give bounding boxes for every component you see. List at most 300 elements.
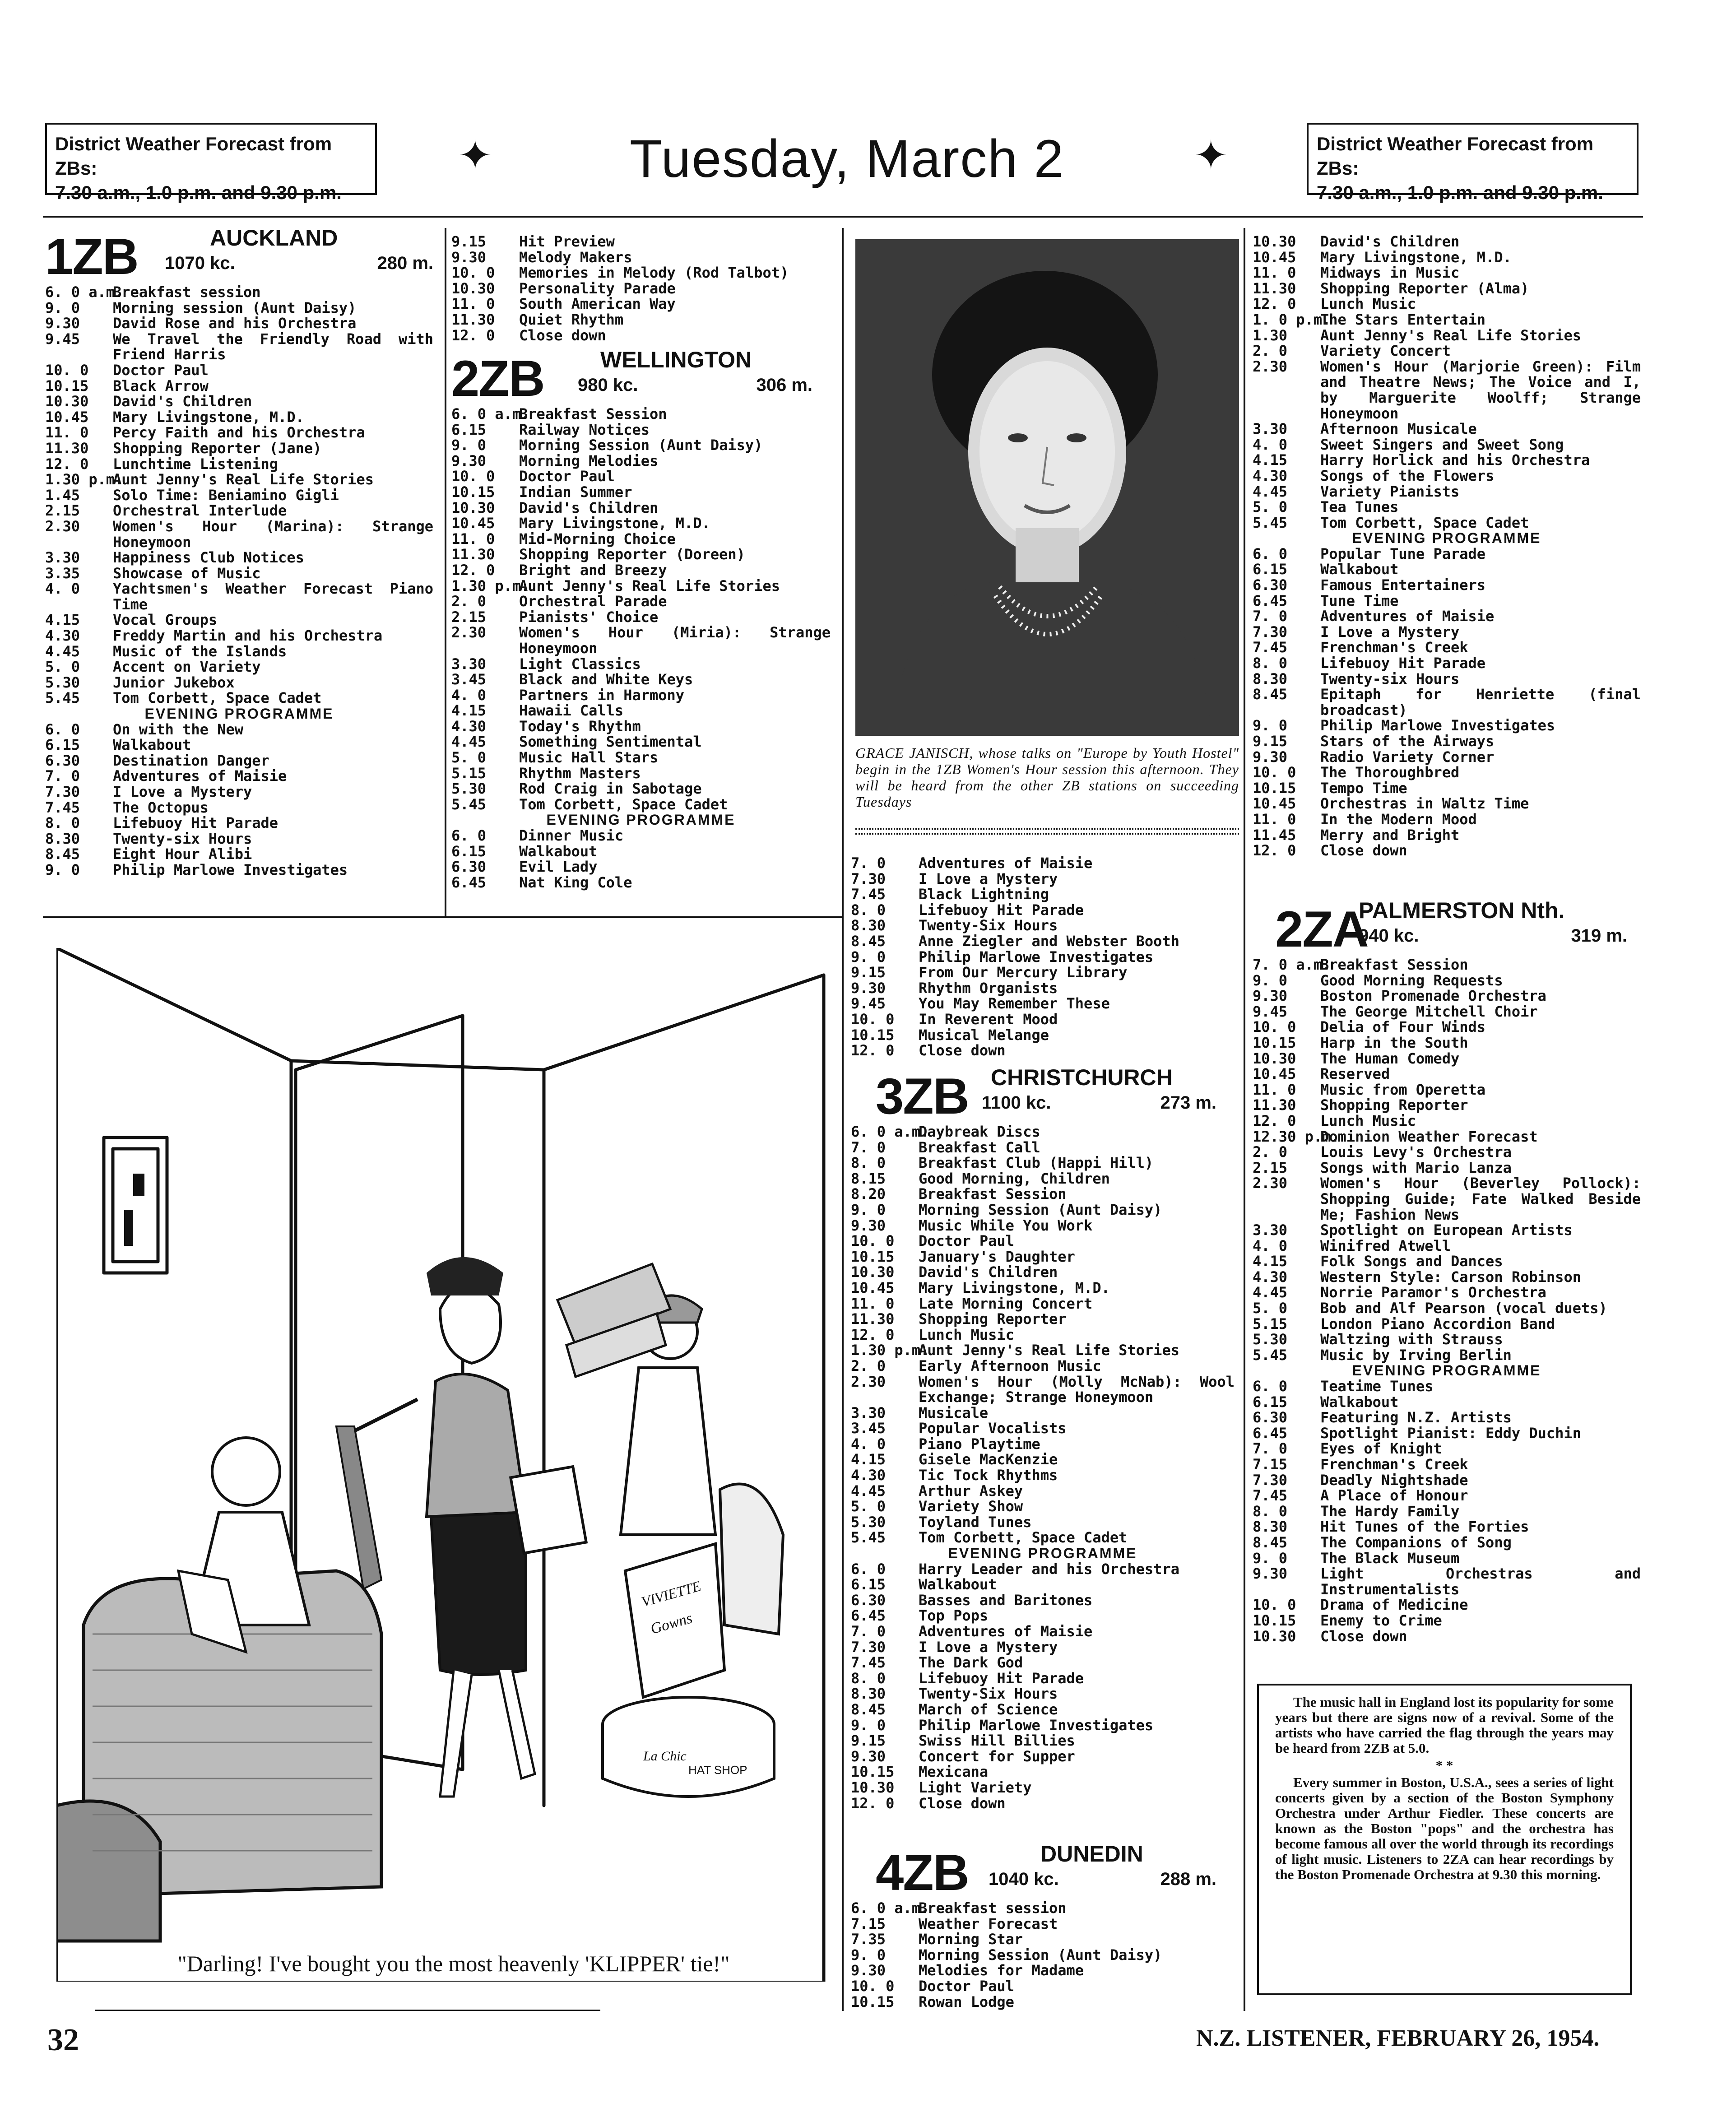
- program-title: Tom Corbett, Space Cadet: [919, 1529, 1128, 1546]
- program-entry: [851, 887, 1235, 902]
- program-time: 9.45: [1253, 1003, 1288, 1020]
- program-title: We Travel the Friendly Road with Friend Harris: [113, 330, 433, 363]
- program-title: Philip Marlowe Investigates: [919, 948, 1154, 966]
- program-entry: [1253, 265, 1641, 281]
- program-time: 10. 0: [851, 1010, 895, 1028]
- program-entry: [45, 846, 433, 862]
- program-entry: [451, 437, 831, 453]
- station-2zb: [451, 347, 831, 891]
- program-time: 5.15: [451, 764, 487, 782]
- program-entry: [1253, 1316, 1641, 1332]
- program-title: Toyland Tunes: [919, 1513, 1032, 1531]
- program-title: Lifebuoy Hit Parade: [919, 901, 1084, 919]
- program-title: Norrie Paramor's Orchestra: [1320, 1284, 1546, 1301]
- program-title: Merry and Bright: [1320, 826, 1460, 844]
- station-call-sign: 3ZB: [876, 1068, 969, 1124]
- program-entry: [451, 578, 831, 594]
- program-time: 11.30: [1253, 1096, 1296, 1114]
- program-entry: [1253, 796, 1641, 812]
- program-title: Midways in Music: [1320, 264, 1460, 282]
- program-title: I Love a Mystery: [919, 1638, 1058, 1656]
- program-time: 7.45: [1253, 1487, 1288, 1504]
- caption-rule: [855, 828, 1239, 835]
- weather-line-2: 7.30 a.m., 1.0 p.m. and 9.30 p.m.: [1317, 182, 1603, 203]
- program-time: 4.15: [45, 611, 80, 629]
- program-entry: [851, 1796, 1235, 1811]
- program-time: 7.35: [851, 1931, 886, 1948]
- program-entry: [1253, 1175, 1641, 1222]
- program-entry: [45, 862, 433, 878]
- program-entry: [851, 1452, 1235, 1467]
- program-time: 6. 0 a.m.: [45, 283, 124, 301]
- program-entry: [451, 766, 831, 781]
- program-title: Light Classics: [519, 655, 641, 673]
- program-title: Adventures of Maisie: [113, 767, 287, 785]
- program-entry: [451, 469, 831, 484]
- program-title: Aunt Jenny's Real Life Stories: [1320, 326, 1581, 344]
- note-separator: * *: [1435, 1757, 1453, 1773]
- cartoon-bottom-rule: [95, 2010, 600, 2011]
- program-entry: [45, 831, 433, 847]
- program-entry: [45, 768, 433, 784]
- program-title: Bob and Alf Pearson (vocal duets): [1320, 1300, 1607, 1317]
- program-time: 7.30: [1253, 623, 1288, 641]
- program-entry: [451, 500, 831, 516]
- program-entry: [45, 815, 433, 831]
- program-entry: [45, 316, 433, 331]
- program-entry: [851, 1421, 1235, 1436]
- program-title: Evil Lady: [519, 858, 598, 876]
- program-time: 6.30: [45, 752, 80, 769]
- program-time: 4. 0: [451, 686, 487, 704]
- program-time: 3.30: [1253, 1221, 1288, 1239]
- program-title: Melodies for Madame: [919, 1962, 1084, 1979]
- program-entry: [851, 1012, 1235, 1027]
- program-entry: [851, 1932, 1235, 1947]
- program-entry: [851, 1733, 1235, 1749]
- dress-box-label-2: Gowns: [649, 1610, 695, 1638]
- program-time: 11.30: [451, 311, 495, 328]
- program-title: Showcase of Music: [113, 564, 261, 582]
- program-entry: [851, 1436, 1235, 1452]
- program-time: 8.30: [1253, 670, 1288, 687]
- program-title: Late Morning Concert: [919, 1295, 1093, 1312]
- evening-program-list: [1253, 546, 1641, 859]
- program-entry: [45, 722, 433, 738]
- program-time: 9.30: [851, 1217, 886, 1234]
- program-time: 5.30: [45, 673, 80, 691]
- program-entry: [1253, 973, 1641, 989]
- program-entry: [1253, 343, 1641, 359]
- program-entry: [851, 1655, 1235, 1671]
- program-title: Harry Horlick and his Orchestra: [1320, 451, 1590, 469]
- program-entry: [1253, 452, 1641, 468]
- program-title: Yachtsmen's Weather Forecast Piano Time: [113, 580, 433, 613]
- program-title: Orchestral Parade: [519, 593, 667, 610]
- program-title: Something Sentimental: [519, 733, 702, 751]
- program-list: [851, 1124, 1235, 1546]
- program-title: Music from Operetta: [1320, 1081, 1486, 1098]
- program-entry: [851, 1327, 1235, 1343]
- program-time: 2. 0: [851, 1357, 886, 1374]
- evening-program-list: [45, 722, 433, 878]
- program-time: 8.30: [851, 917, 886, 934]
- program-entry: [1253, 312, 1641, 328]
- station-frequency: 1100 kc.: [982, 1093, 1051, 1113]
- program-title: I Love a Mystery: [113, 783, 252, 800]
- weather-line-2: 7.30 a.m., 1.0 p.m. and 9.30 p.m.: [55, 182, 342, 203]
- program-title: Harp in the South: [1320, 1034, 1468, 1051]
- program-entry: [851, 1671, 1235, 1686]
- program-title: Lunch Music: [919, 1326, 1014, 1343]
- program-time: 10.15: [851, 1993, 895, 2010]
- weather-box-left: [45, 123, 377, 203]
- program-entry: [451, 828, 831, 844]
- program-entry: [851, 1264, 1235, 1280]
- program-title: Walkabout: [519, 842, 598, 860]
- program-entry: [851, 1900, 1235, 1916]
- program-entry: [851, 965, 1235, 980]
- program-time: 6. 0 a.m.: [851, 1899, 929, 1917]
- program-entry: [851, 871, 1235, 887]
- program-entry: [1253, 1457, 1641, 1472]
- program-title: Black Arrow: [113, 377, 209, 395]
- program-title: A Place of Honour: [1320, 1487, 1468, 1504]
- program-entry: [851, 1530, 1235, 1546]
- program-entry: [851, 1374, 1235, 1405]
- program-title: Twenty-six Hours: [113, 830, 252, 847]
- program-time: 10. 0: [1253, 1596, 1296, 1614]
- program-title: Twenty-six Hours: [1320, 670, 1460, 687]
- program-time: 2.30: [45, 517, 80, 535]
- program-title: Women's Hour (Molly McNab): Wool Exchange; Strange Honeymoon: [919, 1373, 1235, 1406]
- program-time: 2.15: [451, 608, 487, 626]
- program-time: 2.15: [45, 502, 80, 520]
- program-title: Philip Marlowe Investigates: [113, 861, 348, 878]
- program-entry: [45, 456, 433, 472]
- program-time: 10.45: [451, 515, 495, 532]
- program-time: 7.15: [1253, 1456, 1288, 1473]
- station-header: [451, 347, 831, 407]
- program-title: Songs of the Flowers: [1320, 467, 1495, 484]
- program-time: 10.30: [1253, 1627, 1296, 1645]
- hatbox-label: La Chic: [643, 1749, 687, 1764]
- cartoon-top-rule: [43, 916, 842, 918]
- program-entry: [1253, 1160, 1641, 1176]
- station-frequency: 980 kc.: [578, 375, 638, 395]
- program-entry: [1253, 1004, 1641, 1020]
- program-time: 10.15: [851, 1763, 895, 1781]
- program-time: 8.45: [851, 932, 886, 950]
- photo-caption: GRACE JANISCH, whose talks on "Europe by Youth Hostel" begin in the 1ZB Women's Hour session this afternoon. They will be heard from the other ZB stations on succeeding Tuesdays: [855, 745, 1239, 810]
- program-title: Nat King Cole: [519, 873, 632, 891]
- program-time: 10. 0: [1253, 764, 1296, 781]
- program-entry: [1253, 1535, 1641, 1551]
- evening-programme-label: EVENING PROGRAMME: [1352, 530, 1541, 547]
- program-title: Doctor Paul: [113, 361, 209, 379]
- program-entry: [1253, 1113, 1641, 1129]
- program-time: 2.30: [451, 624, 487, 641]
- program-time: 9. 0: [1253, 1549, 1288, 1567]
- program-entry: [1253, 1051, 1641, 1067]
- program-entry: [45, 362, 433, 378]
- program-title: Philip Marlowe Investigates: [919, 1716, 1154, 1734]
- program-time: 10.15: [451, 483, 495, 501]
- program-time: 6.30: [1253, 576, 1288, 594]
- program-time: 4. 0: [851, 1435, 886, 1453]
- program-entry: [851, 1686, 1235, 1702]
- program-entry: [45, 659, 433, 675]
- station-wavelength: 280 m.: [377, 253, 433, 273]
- program-time: 10.30: [451, 499, 495, 516]
- program-entry: [451, 296, 831, 312]
- program-time: 11. 0: [1253, 810, 1296, 828]
- program-title: Breakfast session: [113, 283, 261, 301]
- program-entry: [45, 800, 433, 816]
- program-title: Good Morning, Children: [919, 1170, 1110, 1187]
- program-title: Variety Concert: [1320, 342, 1451, 360]
- program-time: 7. 0: [851, 1623, 886, 1640]
- program-entry: [1253, 1394, 1641, 1410]
- evening-program-list: [451, 828, 831, 890]
- program-entry: [1253, 484, 1641, 500]
- program-entry: [451, 515, 831, 531]
- program-time: 3.45: [451, 671, 487, 688]
- program-title: Black and White Keys: [519, 671, 693, 688]
- program-time: 6. 0: [45, 720, 80, 738]
- program-time: 5. 0: [1253, 498, 1288, 516]
- program-title: Doctor Paul: [919, 1977, 1014, 1995]
- cartoon-caption: "Darling! I've bought you the most heavenly 'KLIPPER' tie!": [177, 1951, 730, 1976]
- program-title: Concert for Supper: [919, 1747, 1075, 1765]
- program-title: Shopping Reporter (Doreen): [519, 546, 745, 563]
- program-time: 1.45: [45, 486, 80, 504]
- program-time: 9. 0: [851, 1946, 886, 1964]
- program-title: Tea Tunes: [1320, 498, 1399, 516]
- program-entry: [45, 550, 433, 566]
- program-entry: [45, 612, 433, 628]
- program-time: 1. 0 p.m.: [1253, 311, 1331, 328]
- program-entry: [1253, 780, 1641, 796]
- program-entry: [1253, 359, 1641, 421]
- program-list: [1253, 234, 1641, 530]
- program-time: 10.30: [1253, 233, 1296, 250]
- program-title: Music Hall Stars: [519, 749, 659, 766]
- program-title: Dominion Weather Forecast: [1320, 1128, 1538, 1145]
- program-entry: [45, 378, 433, 394]
- station-4zb: [851, 1841, 1235, 2010]
- program-entry: [451, 562, 831, 578]
- program-time: 7.45: [1253, 639, 1288, 656]
- note-paragraph-2: Every summer in Boston, U.S.A., sees a series of light concerts given by a section of the Boston Symphony Orchestra under Arthur Fiedler. These concerts are known as the Boston "pops" and the orchestra has become famous all over the world through its recordings of light music. Listeners to 2ZA can hear recordings by the Boston Promenade Orchestra at 9.30 this morning.: [1275, 1774, 1614, 1882]
- program-title: Shopping Reporter: [1320, 1096, 1468, 1114]
- program-entry: [1253, 1472, 1641, 1488]
- program-time: 8.30: [45, 830, 80, 847]
- program-title: Twenty-Six Hours: [919, 917, 1058, 934]
- weather-line-1: District Weather Forecast from ZBs:: [1317, 133, 1594, 179]
- program-entry: [451, 859, 831, 875]
- program-title: Lunch Music: [1320, 1112, 1416, 1129]
- weather-box-right: [1307, 123, 1639, 203]
- program-time: 10.15: [851, 1248, 895, 1265]
- program-title: March of Science: [919, 1700, 1058, 1718]
- program-entry: [1253, 1144, 1641, 1160]
- program-entry: [451, 312, 831, 328]
- program-title: Lunchtime Listening: [113, 455, 279, 473]
- program-title: Morning session (Aunt Daisy): [113, 299, 357, 316]
- program-time: 8.45: [1253, 686, 1288, 703]
- program-entry: [851, 1280, 1235, 1296]
- program-title: Black Lightning: [919, 886, 1049, 903]
- station-2zb-continued: [851, 855, 1235, 1059]
- program-entry: [851, 1405, 1235, 1421]
- program-time: 10. 0: [851, 1232, 895, 1250]
- program-title: Today's Rhythm: [519, 717, 641, 735]
- program-entry: [1253, 655, 1641, 671]
- program-title: The Dark God: [919, 1654, 1023, 1672]
- program-title: Breakfast Club (Happi Hill): [919, 1154, 1154, 1172]
- program-title: Sweet Singers and Sweet Song: [1320, 436, 1564, 453]
- header-rule: [43, 216, 1643, 218]
- program-entry: [1253, 1441, 1641, 1457]
- program-time: 10.30: [1253, 1049, 1296, 1067]
- program-title: Morning Melodies: [519, 452, 659, 469]
- program-time: 8. 0: [1253, 1502, 1288, 1520]
- program-entry: [851, 996, 1235, 1012]
- evening-program-list: [851, 1561, 1235, 1811]
- program-time: 7. 0 a.m.: [1253, 956, 1331, 973]
- program-entry: [1253, 1425, 1641, 1441]
- program-title: Breakfast Session: [1320, 956, 1468, 973]
- program-entry: [1253, 546, 1641, 562]
- program-time: 9.45: [851, 995, 886, 1012]
- station-city: CHRISTCHURCH: [991, 1065, 1173, 1090]
- station-wavelength: 273 m.: [1160, 1093, 1216, 1113]
- program-title: Orchestral Interlude: [113, 502, 287, 520]
- program-entry: [45, 566, 433, 581]
- program-time: 10.45: [1253, 248, 1296, 266]
- program-time: 6. 0: [1253, 545, 1288, 562]
- program-entry: [451, 328, 831, 344]
- program-time: 9. 0: [45, 299, 80, 316]
- program-entry: [851, 1514, 1235, 1530]
- program-title: Piano Playtime: [919, 1435, 1040, 1453]
- program-time: 10.15: [1253, 779, 1296, 797]
- program-entry: [451, 484, 831, 500]
- program-entry: [451, 406, 831, 422]
- program-title: Walkabout: [1320, 1393, 1399, 1411]
- program-title: Mary Livingstone, M.D.: [919, 1279, 1110, 1296]
- program-time: 7.30: [851, 870, 886, 887]
- program-entry: [851, 1155, 1235, 1171]
- program-time: 11. 0: [1253, 264, 1296, 282]
- program-time: 4. 0: [45, 580, 80, 598]
- program-entry: [45, 300, 433, 316]
- program-entry: [851, 1218, 1235, 1234]
- program-title: Happiness Club Notices: [113, 549, 304, 566]
- note-paragraph-1: The music hall in England lost its popularity for some years but there are signs now of a revival. Some of the artists who have carried the flag through the years may be heard from 2ZB at 5.0.: [1275, 1694, 1614, 1756]
- program-time: 4.30: [45, 627, 80, 645]
- program-time: 6.30: [451, 858, 487, 876]
- program-title: Junior Jukebox: [113, 673, 235, 691]
- program-entry: [451, 703, 831, 719]
- program-time: 9.15: [451, 233, 487, 250]
- program-time: 8.45: [45, 845, 80, 863]
- program-time: 11.30: [45, 439, 89, 457]
- program-entry: [851, 855, 1235, 871]
- cartoon-panel: [56, 948, 842, 1982]
- program-time: 2. 0: [1253, 1143, 1288, 1161]
- program-entry: [1253, 1238, 1641, 1254]
- program-entry: [451, 656, 831, 672]
- program-entry: [451, 672, 831, 687]
- program-title: Mary Livingstone, M.D.: [1320, 248, 1512, 266]
- program-title: Adventures of Maisie: [1320, 608, 1495, 625]
- program-list: [451, 234, 831, 343]
- program-time: 10.30: [851, 1778, 895, 1796]
- program-title: Rowan Lodge: [919, 1993, 1014, 2010]
- program-time: 5.45: [851, 1529, 886, 1546]
- program-entry: [451, 625, 831, 656]
- program-title: Tom Corbett, Space Cadet: [113, 689, 322, 707]
- column-rule-2: [842, 228, 844, 2011]
- program-time: 2.15: [1253, 1159, 1288, 1176]
- dress-box-label: VIVIETTE: [640, 1577, 703, 1610]
- program-time: 9. 0: [851, 1716, 886, 1734]
- program-title: Swiss Hill Billies: [919, 1732, 1075, 1750]
- program-time: 9.15: [851, 964, 886, 981]
- program-entry: [851, 918, 1235, 933]
- program-entry: [1253, 1097, 1641, 1113]
- program-time: 7. 0: [1253, 608, 1288, 625]
- program-entry: [1253, 468, 1641, 484]
- program-time: 8.30: [1253, 1518, 1288, 1536]
- program-time: 7. 0: [45, 767, 80, 785]
- program-title: Lifebuoy Hit Parade: [1320, 655, 1486, 672]
- program-entry: [45, 753, 433, 769]
- program-entry: [1253, 988, 1641, 1004]
- program-time: 6.15: [45, 736, 80, 754]
- program-title: The Companions of Song: [1320, 1533, 1512, 1551]
- program-time: 10.15: [851, 1026, 895, 1044]
- program-time: 7.30: [851, 1638, 886, 1656]
- program-time: 10.45: [1253, 795, 1296, 813]
- program-time: 9.30: [1253, 748, 1288, 766]
- program-time: 5.30: [451, 780, 487, 798]
- program-entry: [851, 1467, 1235, 1483]
- program-title: Bright and Breezy: [519, 561, 667, 579]
- program-time: 12. 0: [451, 326, 495, 344]
- program-title: Louis Levy's Orchestra: [1320, 1143, 1512, 1161]
- program-time: 1.30 p.m.: [45, 471, 124, 488]
- program-title: Musical Melange: [919, 1026, 1049, 1044]
- station-frequency: 1070 kc.: [165, 253, 235, 273]
- evening-programme-label: EVENING PROGRAMME: [1352, 1362, 1541, 1379]
- program-time: 8.15: [851, 1170, 886, 1187]
- program-title: Musicale: [919, 1404, 989, 1421]
- program-time: 4.30: [1253, 1268, 1288, 1286]
- program-title: Walkabout: [919, 1576, 997, 1593]
- program-time: 7.15: [851, 1915, 886, 1932]
- program-time: 2.30: [1253, 1175, 1288, 1192]
- program-time: 3.30: [851, 1404, 886, 1421]
- program-time: 6. 0: [451, 827, 487, 845]
- program-time: 11. 0: [451, 530, 495, 548]
- program-entry: [1253, 718, 1641, 734]
- station-city: PALMERSTON Nth.: [1359, 898, 1565, 923]
- program-title: Variety Show: [919, 1498, 1023, 1515]
- program-time: 5. 0: [851, 1498, 886, 1515]
